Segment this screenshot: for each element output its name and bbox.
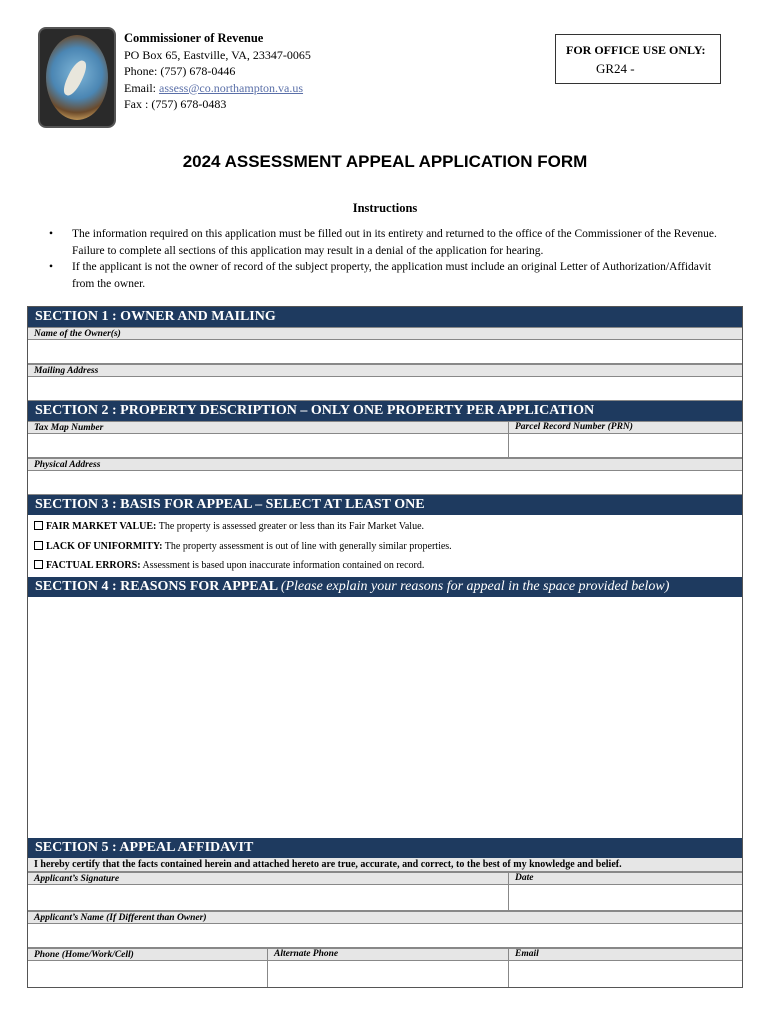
reasons-textarea[interactable] [28,597,742,838]
certify-statement: I hereby certify that the facts contained herein and attached hereto are true, accurate, and correct, to the best of my knowledge and belief. [28,858,742,872]
mailing-address-label: Mailing Address [28,364,742,377]
office-contact-block [124,30,311,113]
section-4-title: SECTION 4 : REASONS FOR APPEAL [35,579,281,594]
tax-map-label: Tax Map Number [28,421,742,434]
alt-phone-field[interactable] [268,961,508,987]
instructions-list [45,226,735,292]
date-field[interactable] [509,885,742,911]
checkbox[interactable] [34,541,43,550]
signature-label: Applicant’s Signature [28,872,742,885]
applicant-name-label: Applicant’s Name (If Different than Owner) [28,911,742,924]
alt-phone-label: Alternate Phone [274,949,339,959]
office-title: Commissioner of Revenue [124,31,264,45]
physical-address-label: Physical Address [28,458,742,471]
appeal-form [27,306,743,988]
office-phone: Phone: (757) 678-0446 [124,64,236,78]
office-email-line [124,80,311,97]
section-4-header [28,577,742,597]
option-text: Assessment is based upon inaccurate information contained on record. [140,560,425,571]
email-link[interactable]: assess@co.northampton.va.us [159,80,304,95]
option-factual-errors[interactable] [34,559,424,572]
section-4-note: (Please explain your reasons for appeal in the space provided below) [280,579,670,594]
owner-name-field[interactable] [28,340,742,364]
section-5-header: SECTION 5 : APPEAL AFFIDAVIT [28,838,742,858]
phone-field[interactable] [28,961,267,987]
county-seal-logo [38,27,116,128]
mailing-address-field[interactable] [28,377,742,401]
office-use-label: FOR OFFICE USE ONLY: [566,43,706,57]
section-3-header: SECTION 3 : BASIS FOR APPEAL – SELECT AT LEAST ONE [28,495,742,515]
checkbox[interactable] [34,560,43,569]
email-label: Email: [124,80,159,95]
owner-name-label: Name of the Owner(s) [28,327,742,340]
option-text: The property assessment is out of line with generally similar properties. [162,541,452,552]
email-label: Email [515,949,539,959]
applicant-name-field[interactable] [28,924,742,948]
option-title: FAIR MARKET VALUE: [46,521,157,532]
form-title: 2024 ASSESSMENT APPEAL APPLICATION FORM [182,152,588,171]
signature-field[interactable] [28,885,508,911]
physical-address-field[interactable] [28,471,742,495]
phone-label: Phone (Home/Work/Cell) [28,948,742,961]
instruction-item: • The information required on this application must be filled out in its entirety and returned to the office of the Commissioner of the Revenue. Failure to complete all sections of this application may result in a denial of the application for hearing. [45,226,735,259]
divider [508,872,509,911]
office-address: PO Box 65, Eastville, VA, 23347-0065 [124,47,311,62]
divider [508,421,509,458]
tax-map-field[interactable] [28,434,508,458]
section-2-header: SECTION 2 : PROPERTY DESCRIPTION – ONLY ONE PROPERTY PER APPLICATION [28,401,742,421]
option-lack-of-uniformity[interactable] [34,540,452,553]
option-fair-market-value[interactable] [34,520,424,533]
prn-field[interactable] [509,434,742,458]
checkbox[interactable] [34,521,43,530]
option-title: LACK OF UNIFORMITY: [46,541,163,552]
prn-label: Parcel Record Number (PRN) [515,422,633,432]
section-1-header: SECTION 1 : OWNER AND MAILING [28,307,742,327]
email-field[interactable] [509,961,742,987]
option-title: FACTUAL ERRORS: [46,560,141,571]
date-label: Date [515,873,534,883]
office-use-box [555,34,721,84]
instruction-item: • If the applicant is not the owner of record of the subject property, the application must include an original Letter of Authorization/Affidavit from the owner. [45,259,735,292]
office-fax: Fax : (757) 678-0483 [124,97,227,111]
option-text: The property is assessed greater or less than its Fair Market Value. [156,521,425,532]
instructions-title: Instructions [352,201,418,215]
office-use-value: GR24 - [596,61,635,76]
